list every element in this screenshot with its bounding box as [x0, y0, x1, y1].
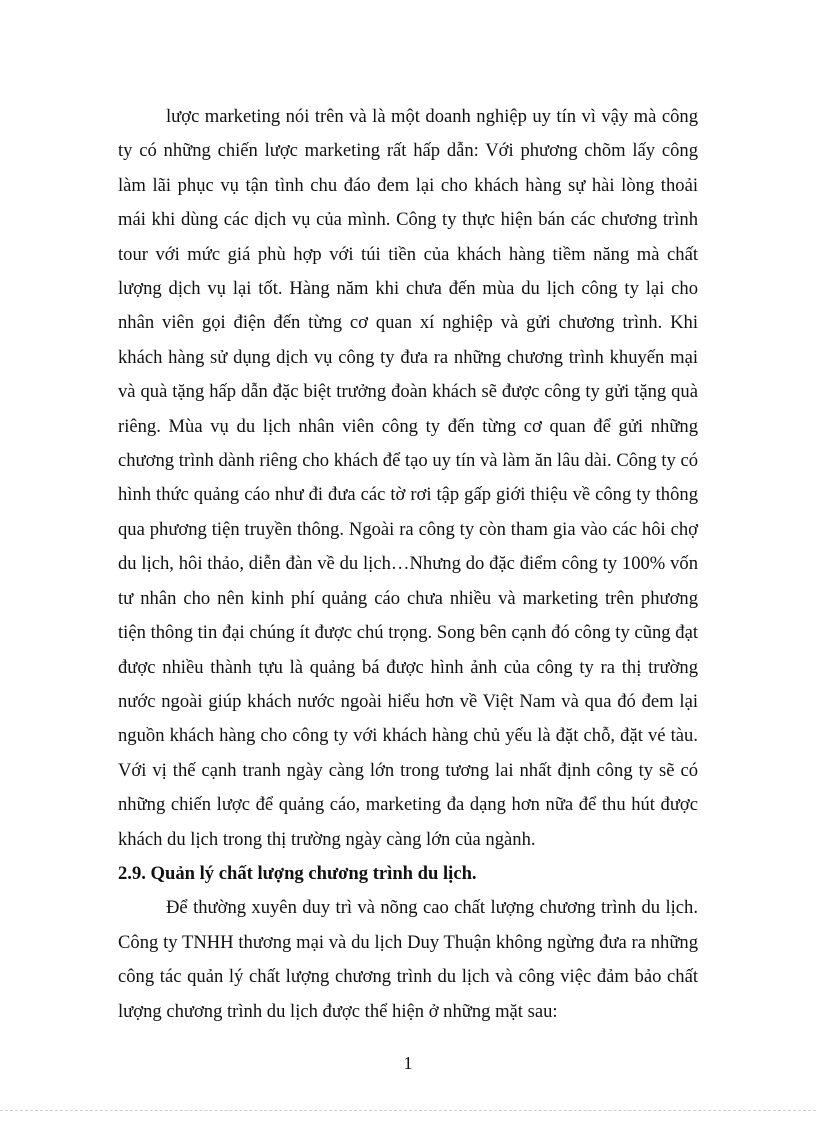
body-paragraph-quality-management: Để thường xuyên duy trì và nõng cao chất lượng chương trình du lịch. Công ty TNHH thương mại và du lịch Duy Thuận không ngừng đưa ra những công tác quản lý chất lượng chương trình du lịch và công việc đảm bảo chất lượng chương trình du lịch được thể hiện ở những mặt sau: — [118, 897, 698, 1022]
body-paragraph-marketing: lược marketing nói trên và là một doanh nghiệp uy tín vì vậy mà công ty có những chiến lược marketing rất hấp dẫn: Với phương chõm lấy công làm lãi phục vụ tận tình chu đáo đem lại cho khách hàng sự hài lòng thoải mái khi dùng các dịch vụ của mình. Công ty thực hiện bán các chương trình tour với mức giá phù hợp với túi tiền của khách hàng tiềm năng mà chất lượng dịch vụ lại tốt. Hàng năm khi chưa đến mùa du lịch công ty lại cho nhân viên gọi điện đến từng cơ quan xí nghiệp và gửi chương trình. Khi khách hàng sử dụng dịch vụ công ty đưa ra những chương trình khuyến mại và quà tặng hấp dẫn đặc biệt trưởng đoàn khách sẽ được công ty gửi tặng quà riêng. Mùa vụ du lịch nhân viên công ty đến từng cơ quan để gửi những chương trình dành riêng cho khách để tạo uy tín và làm ăn lâu dài. Công ty có hình thức quảng cáo như đi đưa các tờ rơi tập gấp giới thiệu về công ty thông qua phương tiện truyền thông. Ngoài ra công ty còn tham gia vào các hôi chợ du lịch, hôi thảo, diễn đàn về du lịch…Nhưng do đặc điểm công ty 100% vốn tư nhân cho nên kinh phí quảng cáo chưa nhiều và marketing trên phương tiện thông tin đại chúng ít được chú trọng. Song bên cạnh đó công ty cũng đạt được nhiều thành tựu là quảng bá được hình ảnh của công ty ra thị trường nước ngoài giúp khách nước ngoài hiểu hơn về Việt Nam và qua đó đem lại nguồn khách hàng cho công ty với khách hàng chủ yếu là đặt chỗ, đặt vé tàu. Với vị thế cạnh tranh ngày càng lớn trong tương lai nhất định công ty sẽ có những chiến lược để quảng cáo, marketing đa dạng hơn nữa để thu hút được khách du lịch trong thị trường ngày càng lớn của ngành. — [118, 106, 698, 850]
page-bottom-divider — [0, 1110, 816, 1111]
page-number: 1 — [403, 1053, 413, 1073]
section-heading: 2.9. Quản lý chất lượng chương trình du lịch. — [118, 862, 477, 884]
document-body — [118, 100, 698, 1029]
